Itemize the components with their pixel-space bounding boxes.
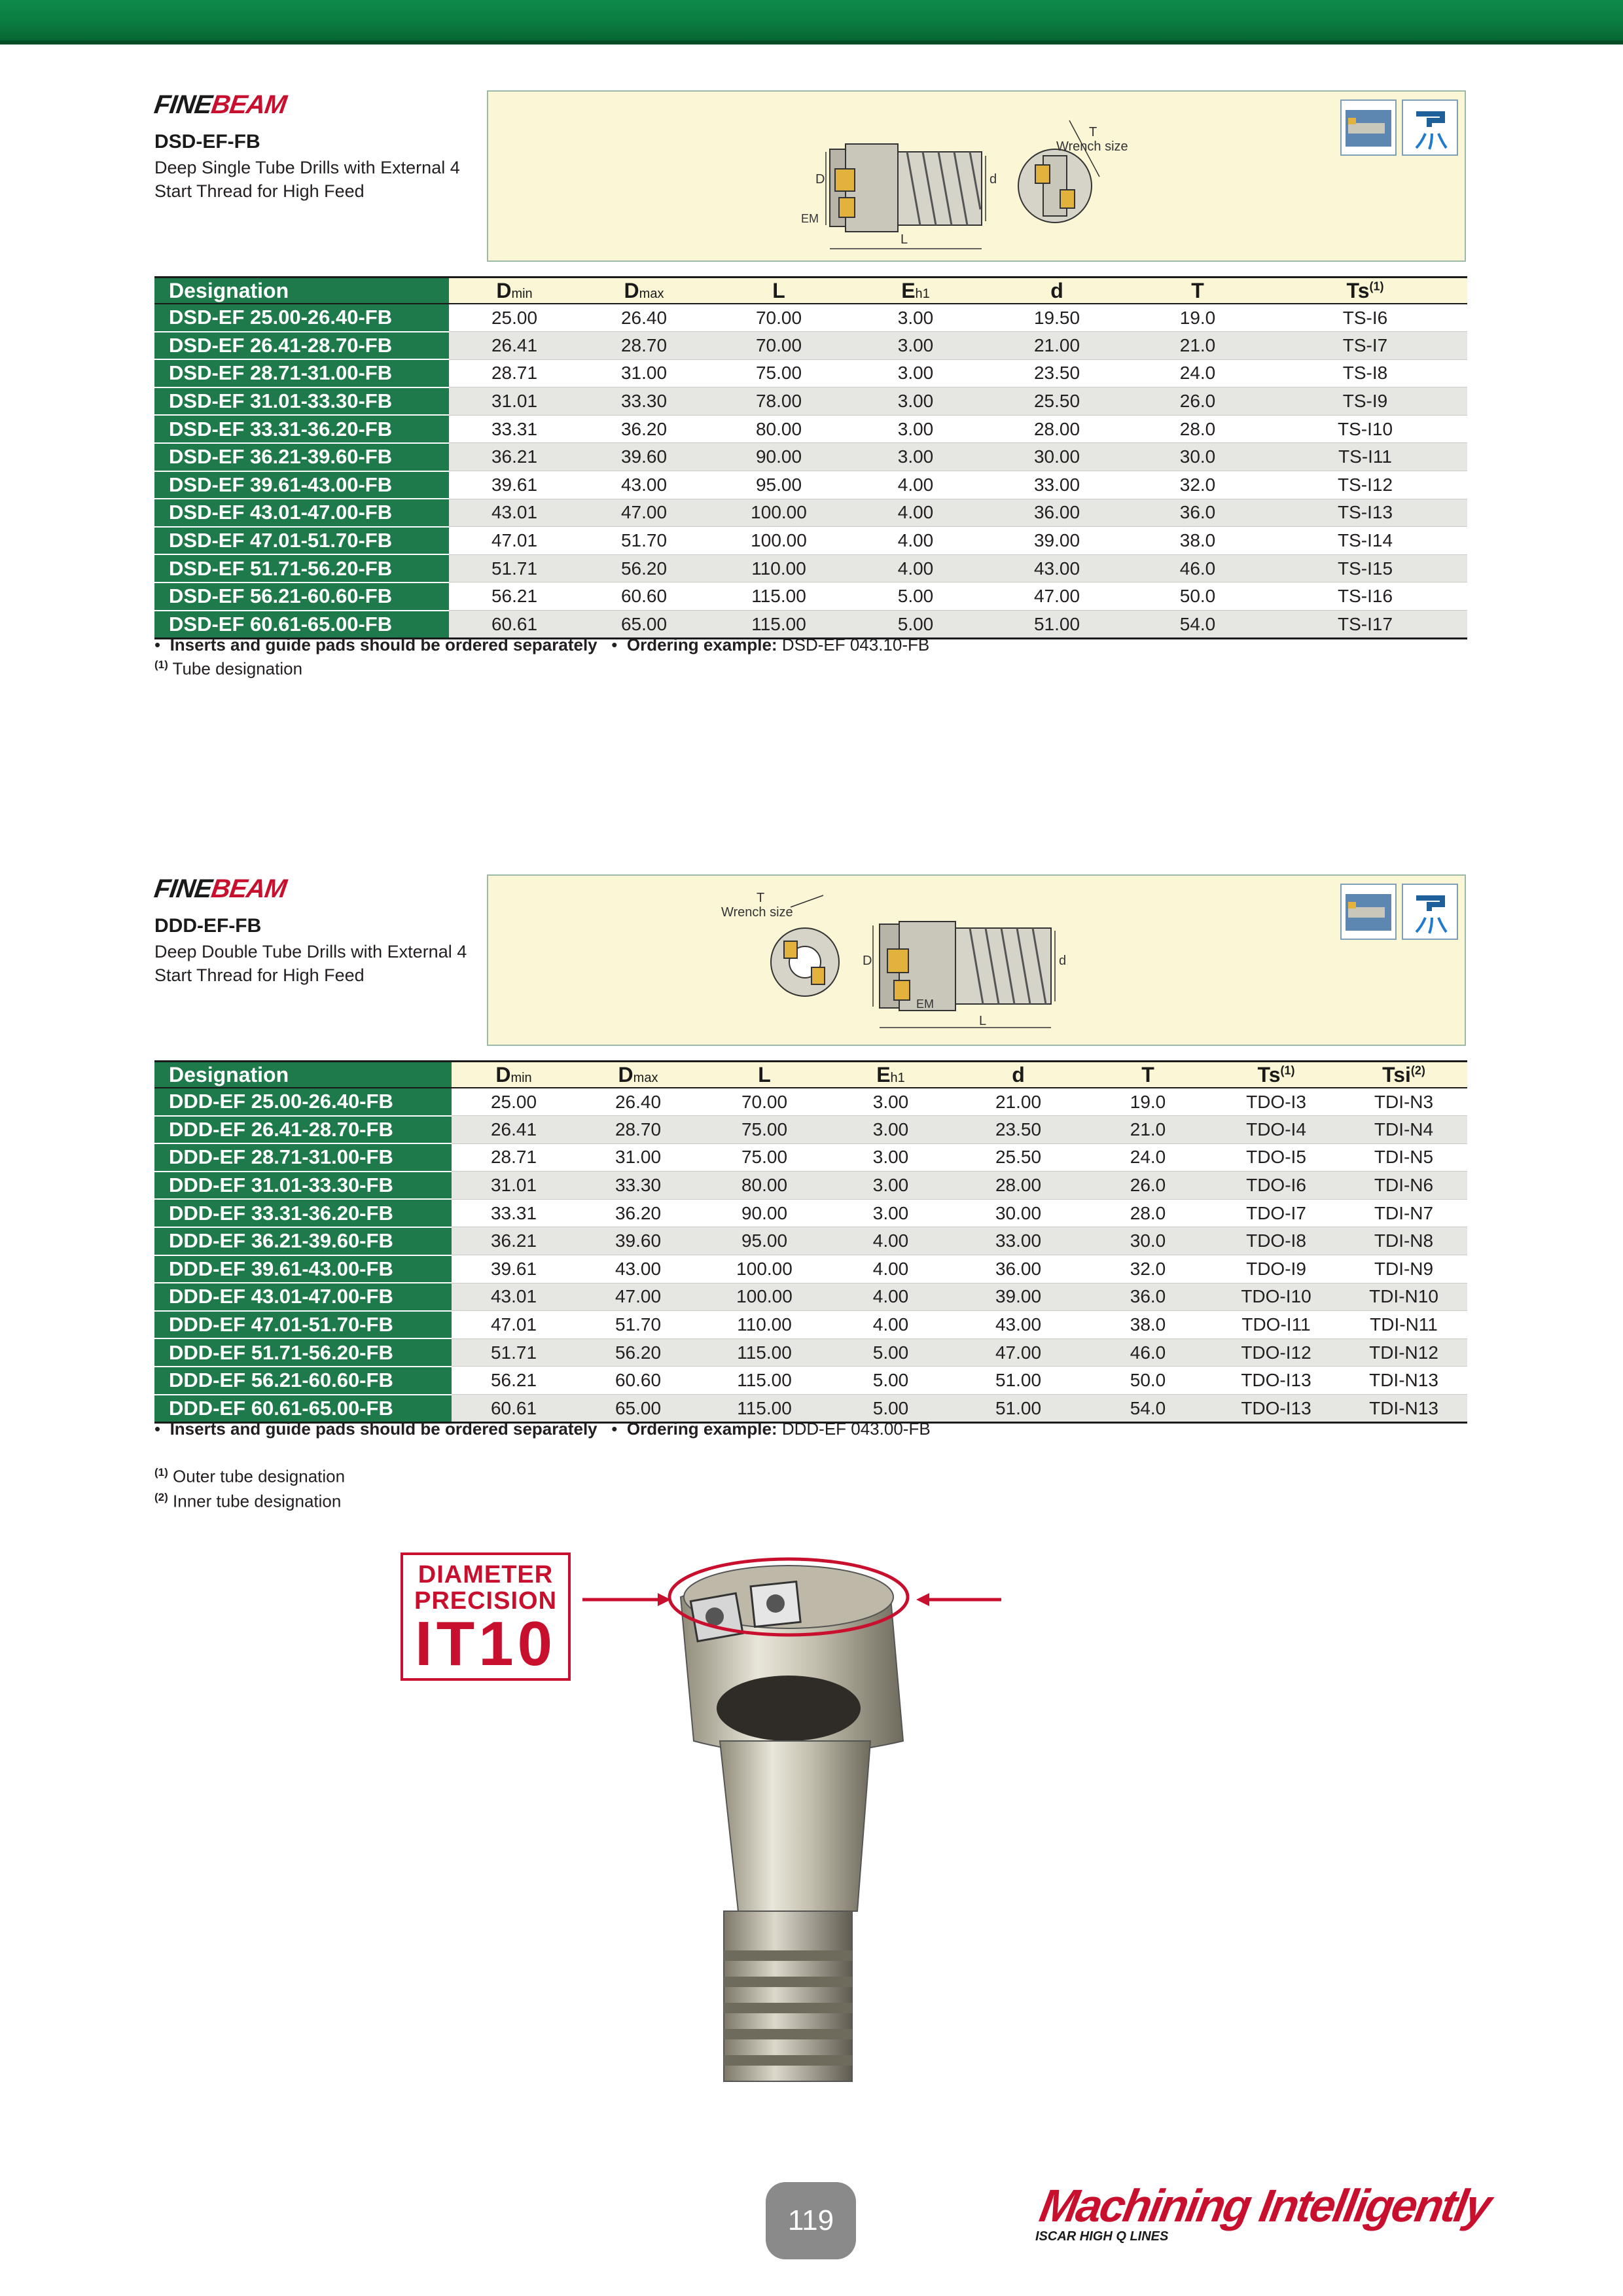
value-cell: 39.60	[576, 1227, 700, 1255]
value-cell: 54.0	[1132, 611, 1263, 639]
top-banner	[0, 0, 1623, 45]
product-photo	[563, 1545, 1060, 2134]
designation-cell: DDD-EF 51.71-56.20-FB	[154, 1338, 452, 1367]
value-cell: 75.00	[700, 1143, 829, 1172]
col-d: d	[982, 278, 1132, 304]
value-cell: 4.00	[849, 554, 982, 583]
table-row	[154, 1143, 1467, 1172]
value-cell: 39.61	[449, 471, 580, 499]
value-cell: 110.00	[708, 554, 849, 583]
table-row	[154, 1199, 1467, 1227]
value-cell: 95.00	[700, 1227, 829, 1255]
value-cell: 51.70	[576, 1311, 700, 1339]
designation-cell: DDD-EF 47.01-51.70-FB	[154, 1311, 452, 1339]
value-cell: 51.70	[580, 527, 708, 555]
svg-text:D: D	[863, 954, 872, 968]
value-cell: 51.00	[982, 611, 1132, 639]
value-cell: 60.60	[576, 1367, 700, 1395]
value-cell: 115.00	[700, 1367, 829, 1395]
designation-cell: DDD-EF 36.21-39.60-FB	[154, 1227, 452, 1255]
value-cell: 3.00	[829, 1088, 953, 1116]
value-cell: TS-I6	[1263, 304, 1467, 332]
value-cell: 46.0	[1084, 1338, 1212, 1367]
value-cell: 43.00	[580, 471, 708, 499]
value-cell: 78.00	[708, 387, 849, 416]
designation-cell: DSD-EF 51.71-56.20-FB	[154, 554, 449, 583]
page-number: 119	[766, 2182, 856, 2259]
value-cell: 36.20	[580, 415, 708, 443]
value-cell: 3.00	[849, 304, 982, 332]
svg-text:T: T	[1089, 125, 1097, 139]
value-cell: 110.00	[700, 1311, 829, 1339]
tagline: Machining Intelligently	[1036, 2180, 1494, 2231]
value-cell: 36.0	[1132, 499, 1263, 527]
value-cell: TDO-I3	[1212, 1088, 1340, 1116]
table-row	[154, 499, 1467, 527]
svg-text:D: D	[815, 172, 825, 187]
single-tube-section	[154, 90, 1467, 679]
ordering-note: • Inserts and guide pads should be ordered separately • Ordering example: DDD-EF 043.00-FB	[154, 1419, 931, 1439]
designation-cell: DSD-EF 43.01-47.00-FB	[154, 499, 449, 527]
value-cell: 19.0	[1084, 1088, 1212, 1116]
value-cell: TDI-N3	[1340, 1088, 1467, 1116]
diameter-precision-badge: DIAMETER PRECISION IT10	[401, 1552, 571, 1681]
value-cell: 56.21	[449, 583, 580, 611]
value-cell: TDO-I12	[1212, 1338, 1340, 1367]
value-cell: 100.00	[700, 1255, 829, 1283]
value-cell: TS-I8	[1263, 359, 1467, 387]
value-cell: 56.20	[580, 554, 708, 583]
value-cell: 43.00	[953, 1311, 1084, 1339]
tool-diagram	[487, 90, 1466, 262]
value-cell: TS-I16	[1263, 583, 1467, 611]
designation-cell: DDD-EF 39.61-43.00-FB	[154, 1255, 452, 1283]
value-cell: 51.00	[953, 1395, 1084, 1423]
table-header	[154, 278, 1467, 304]
value-cell: 54.0	[1084, 1395, 1212, 1423]
value-cell: 26.41	[449, 332, 580, 360]
value-cell: 90.00	[708, 443, 849, 471]
footnote-2: $^{(2)}$ Inner tube designation	[154, 1491, 342, 1511]
value-cell: 30.00	[953, 1199, 1084, 1227]
value-cell: 26.40	[576, 1088, 700, 1116]
value-cell: 50.0	[1084, 1367, 1212, 1395]
value-cell: TDO-I5	[1212, 1143, 1340, 1172]
value-cell: 4.00	[829, 1283, 953, 1311]
value-cell: 51.00	[953, 1367, 1084, 1395]
value-cell: 28.70	[576, 1116, 700, 1144]
value-cell: 115.00	[708, 611, 849, 639]
value-cell: 21.0	[1132, 332, 1263, 360]
table-row	[154, 1255, 1467, 1283]
value-cell: 28.00	[982, 415, 1132, 443]
value-cell: 47.00	[580, 499, 708, 527]
footnote-1: $^{(1)}$ Outer tube designation	[154, 1466, 346, 1486]
value-cell: 4.00	[829, 1311, 953, 1339]
value-cell: 47.01	[452, 1311, 576, 1339]
value-cell: 32.0	[1132, 471, 1263, 499]
designation-cell: DSD-EF 56.21-60.60-FB	[154, 583, 449, 611]
col-ts: Ts$^{(1)}$	[1212, 1062, 1340, 1088]
value-cell: 19.0	[1132, 304, 1263, 332]
value-cell: 70.00	[700, 1088, 829, 1116]
value-cell: TDI-N4	[1340, 1116, 1467, 1144]
value-cell: TDO-I13	[1212, 1395, 1340, 1423]
value-cell: TS-I11	[1263, 443, 1467, 471]
value-cell: 3.00	[829, 1143, 953, 1172]
single-tube-table	[154, 276, 1467, 639]
value-cell: 28.0	[1084, 1199, 1212, 1227]
designation-cell: DSD-EF 28.71-31.00-FB	[154, 359, 449, 387]
designation-cell: DSD-EF 39.61-43.00-FB	[154, 471, 449, 499]
value-cell: 4.00	[849, 527, 982, 555]
cooling-internal-icon	[1340, 99, 1397, 156]
value-cell: 25.00	[449, 304, 580, 332]
table-row	[154, 1338, 1467, 1367]
col-l: L	[708, 278, 849, 304]
value-cell: 25.50	[982, 387, 1132, 416]
value-cell: 30.00	[982, 443, 1132, 471]
value-cell: 36.00	[953, 1255, 1084, 1283]
designation-cell: DDD-EF 25.00-26.40-FB	[154, 1088, 452, 1116]
value-cell: 56.20	[576, 1338, 700, 1367]
col-designation: Designation	[154, 278, 449, 304]
value-cell: 26.41	[452, 1116, 576, 1144]
value-cell: 65.00	[580, 611, 708, 639]
value-cell: 39.00	[982, 527, 1132, 555]
drill-drawing	[488, 876, 1467, 1047]
svg-text:Wrench size: Wrench size	[1056, 139, 1128, 154]
table-row	[154, 415, 1467, 443]
value-cell: 3.00	[829, 1116, 953, 1144]
value-cell: 39.61	[452, 1255, 576, 1283]
value-cell: 33.00	[982, 471, 1132, 499]
value-cell: 4.00	[849, 499, 982, 527]
value-cell: 115.00	[708, 583, 849, 611]
svg-text:L: L	[901, 232, 908, 247]
col-eh: Eh1	[849, 278, 982, 304]
value-cell: 31.01	[449, 387, 580, 416]
value-cell: 28.71	[452, 1143, 576, 1172]
value-cell: TDO-I13	[1212, 1367, 1340, 1395]
value-cell: 46.0	[1132, 554, 1263, 583]
value-cell: TDO-I10	[1212, 1283, 1340, 1311]
table-row	[154, 471, 1467, 499]
value-cell: 5.00	[829, 1367, 953, 1395]
value-cell: 70.00	[708, 332, 849, 360]
value-cell: 115.00	[700, 1338, 829, 1367]
svg-text:EM: EM	[801, 212, 819, 225]
col-t: T	[1132, 278, 1263, 304]
col-t: T	[1084, 1062, 1212, 1088]
value-cell: 56.21	[452, 1367, 576, 1395]
value-cell: 28.70	[580, 332, 708, 360]
value-cell: 21.00	[953, 1088, 1084, 1116]
value-cell: 3.00	[849, 332, 982, 360]
value-cell: 28.0	[1132, 415, 1263, 443]
value-cell: 33.30	[576, 1172, 700, 1200]
value-cell: 24.0	[1084, 1143, 1212, 1172]
value-cell: 23.50	[982, 359, 1132, 387]
svg-text:T: T	[757, 891, 765, 905]
designation-cell: DDD-EF 28.71-31.00-FB	[154, 1143, 452, 1172]
value-cell: TS-I12	[1263, 471, 1467, 499]
value-cell: 26.0	[1084, 1172, 1212, 1200]
coolant-tap-icon	[1402, 99, 1458, 156]
value-cell: 31.00	[580, 359, 708, 387]
value-cell: 47.00	[982, 583, 1132, 611]
table-row	[154, 527, 1467, 555]
table-row	[154, 1283, 1467, 1311]
value-cell: 26.40	[580, 304, 708, 332]
table-row	[154, 1116, 1467, 1144]
value-cell: 3.00	[829, 1172, 953, 1200]
value-cell: 50.0	[1132, 583, 1263, 611]
designation-cell: DDD-EF 26.41-28.70-FB	[154, 1116, 452, 1144]
value-cell: 30.0	[1132, 443, 1263, 471]
designation-cell: DSD-EF 33.31-36.20-FB	[154, 415, 449, 443]
footnote-1: $^{(1)}$ Tube designation	[154, 658, 303, 679]
value-cell: 36.21	[452, 1227, 576, 1255]
col-eh: Eh1	[829, 1062, 953, 1088]
value-cell: 75.00	[708, 359, 849, 387]
value-cell: 115.00	[700, 1395, 829, 1423]
product-description: Deep Single Tube Drills with External 4 Start Thread for High Feed	[154, 158, 460, 201]
value-cell: 4.00	[829, 1227, 953, 1255]
designation-cell: DDD-EF 43.01-47.00-FB	[154, 1283, 452, 1311]
ordering-note: • Inserts and guide pads should be ordered separately • Ordering example: DSD-EF 043.10-FB	[154, 635, 930, 655]
value-cell: 5.00	[849, 611, 982, 639]
value-cell: 3.00	[849, 359, 982, 387]
sub-tagline: ISCAR HIGH Q LINES	[1035, 2229, 1169, 2244]
value-cell: 23.50	[953, 1116, 1084, 1144]
value-cell: 31.01	[452, 1172, 576, 1200]
value-cell: 19.50	[982, 304, 1132, 332]
col-dmin: Dmin	[452, 1062, 576, 1088]
value-cell: 31.00	[576, 1143, 700, 1172]
value-cell: TDO-I4	[1212, 1116, 1340, 1144]
finebeam-logo: FINEBEAM	[152, 874, 289, 903]
value-cell: TDO-I8	[1212, 1227, 1340, 1255]
value-cell: TDI-N6	[1340, 1172, 1467, 1200]
svg-text:Wrench size: Wrench size	[721, 905, 793, 920]
value-cell: 26.0	[1132, 387, 1263, 416]
value-cell: TDI-N11	[1340, 1311, 1467, 1339]
value-cell: 39.00	[953, 1283, 1084, 1311]
designation-cell: DSD-EF 60.61-65.00-FB	[154, 611, 449, 639]
value-cell: 36.00	[982, 499, 1132, 527]
value-cell: 51.71	[449, 554, 580, 583]
value-cell: 30.0	[1084, 1227, 1212, 1255]
designation-cell: DSD-EF 47.01-51.70-FB	[154, 527, 449, 555]
value-cell: TDI-N13	[1340, 1367, 1467, 1395]
value-cell: 43.01	[452, 1283, 576, 1311]
value-cell: TS-I10	[1263, 415, 1467, 443]
value-cell: TS-I15	[1263, 554, 1467, 583]
value-cell: 75.00	[700, 1116, 829, 1144]
value-cell: 25.00	[452, 1088, 576, 1116]
value-cell: TS-I7	[1263, 332, 1467, 360]
value-cell: 70.00	[708, 304, 849, 332]
table-row	[154, 1367, 1467, 1395]
table-row	[154, 387, 1467, 416]
value-cell: 47.00	[576, 1283, 700, 1311]
designation-cell: DSD-EF 36.21-39.60-FB	[154, 443, 449, 471]
value-cell: 39.60	[580, 443, 708, 471]
coolant-tap-icon	[1402, 884, 1458, 940]
designation-cell: DDD-EF 33.31-36.20-FB	[154, 1199, 452, 1227]
value-cell: 65.00	[576, 1395, 700, 1423]
value-cell: 43.01	[449, 499, 580, 527]
value-cell: 60.61	[452, 1395, 576, 1423]
col-ts: Ts$^{(1)}$	[1263, 278, 1467, 304]
value-cell: TDI-N8	[1340, 1227, 1467, 1255]
table-row	[154, 1311, 1467, 1339]
value-cell: 95.00	[708, 471, 849, 499]
svg-text:d: d	[990, 172, 997, 187]
designation-cell: DDD-EF 56.21-60.60-FB	[154, 1367, 452, 1395]
value-cell: 38.0	[1084, 1311, 1212, 1339]
value-cell: TS-I13	[1263, 499, 1467, 527]
double-tube-table	[154, 1060, 1467, 1424]
product-code: DDD-EF-FB	[154, 915, 262, 937]
svg-text:EM: EM	[916, 997, 934, 1011]
drill-drawing	[488, 92, 1467, 263]
value-cell: 60.61	[449, 611, 580, 639]
value-cell: 3.00	[849, 415, 982, 443]
value-cell: 60.60	[580, 583, 708, 611]
value-cell: 36.20	[576, 1199, 700, 1227]
value-cell: TDI-N9	[1340, 1255, 1467, 1283]
value-cell: 38.0	[1132, 527, 1263, 555]
table-row	[154, 1227, 1467, 1255]
col-tsi: Tsi$^{(2)}$	[1340, 1062, 1467, 1088]
value-cell: TS-I14	[1263, 527, 1467, 555]
value-cell: 47.01	[449, 527, 580, 555]
designation-cell: DDD-EF 31.01-33.30-FB	[154, 1172, 452, 1200]
value-cell: 25.50	[953, 1143, 1084, 1172]
value-cell: 5.00	[849, 583, 982, 611]
product-description: Deep Double Tube Drills with External 4 Start Thread for High Feed	[154, 942, 467, 985]
value-cell: 28.00	[953, 1172, 1084, 1200]
value-cell: 51.71	[452, 1338, 576, 1367]
table-row	[154, 583, 1467, 611]
value-cell: 4.00	[849, 471, 982, 499]
value-cell: 3.00	[829, 1199, 953, 1227]
cooling-internal-icon	[1340, 884, 1397, 940]
value-cell: 36.0	[1084, 1283, 1212, 1311]
designation-cell: DSD-EF 25.00-26.40-FB	[154, 304, 449, 332]
value-cell: 3.00	[849, 443, 982, 471]
table-row	[154, 1088, 1467, 1116]
tool-diagram	[487, 874, 1466, 1046]
value-cell: 43.00	[982, 554, 1132, 583]
value-cell: 100.00	[708, 527, 849, 555]
value-cell: 21.0	[1084, 1116, 1212, 1144]
value-cell: 5.00	[829, 1338, 953, 1367]
value-cell: 33.00	[953, 1227, 1084, 1255]
value-cell: 21.00	[982, 332, 1132, 360]
value-cell: 3.00	[849, 387, 982, 416]
table-row	[154, 332, 1467, 360]
col-dmax: Dmax	[580, 278, 708, 304]
table-row	[154, 304, 1467, 332]
value-cell: 36.21	[449, 443, 580, 471]
table-row	[154, 443, 1467, 471]
value-cell: 24.0	[1132, 359, 1263, 387]
value-cell: 33.30	[580, 387, 708, 416]
value-cell: 100.00	[708, 499, 849, 527]
value-cell: TDO-I7	[1212, 1199, 1340, 1227]
value-cell: 43.00	[576, 1255, 700, 1283]
col-designation: Designation	[154, 1062, 452, 1088]
svg-text:d: d	[1059, 954, 1067, 968]
product-code: DSD-EF-FB	[154, 131, 260, 152]
table-header	[154, 1062, 1467, 1088]
value-cell: 80.00	[708, 415, 849, 443]
value-cell: TDI-N13	[1340, 1395, 1467, 1423]
value-cell: 80.00	[700, 1172, 829, 1200]
value-cell: TDO-I9	[1212, 1255, 1340, 1283]
value-cell: 32.0	[1084, 1255, 1212, 1283]
designation-cell: DSD-EF 31.01-33.30-FB	[154, 387, 449, 416]
value-cell: TS-I17	[1263, 611, 1467, 639]
value-cell: 28.71	[449, 359, 580, 387]
table-row	[154, 554, 1467, 583]
value-cell: TDO-I6	[1212, 1172, 1340, 1200]
svg-text:L: L	[979, 1014, 987, 1028]
value-cell: TDI-N12	[1340, 1338, 1467, 1367]
value-cell: 33.31	[452, 1199, 576, 1227]
table-row	[154, 1172, 1467, 1200]
double-tube-section	[154, 874, 1467, 1516]
value-cell: TDI-N5	[1340, 1143, 1467, 1172]
finebeam-logo: FINEBEAM	[152, 90, 289, 119]
col-dmax: Dmax	[576, 1062, 700, 1088]
value-cell: TDI-N10	[1340, 1283, 1467, 1311]
col-dmin: Dmin	[449, 278, 580, 304]
table-row	[154, 359, 1467, 387]
designation-cell: DSD-EF 26.41-28.70-FB	[154, 332, 449, 360]
value-cell: TDI-N7	[1340, 1199, 1467, 1227]
value-cell: 90.00	[700, 1199, 829, 1227]
col-l: L	[700, 1062, 829, 1088]
designation-cell: DDD-EF 60.61-65.00-FB	[154, 1395, 452, 1423]
value-cell: TDO-I11	[1212, 1311, 1340, 1339]
col-d: d	[953, 1062, 1084, 1088]
value-cell: 47.00	[953, 1338, 1084, 1367]
value-cell: 100.00	[700, 1283, 829, 1311]
value-cell: 5.00	[829, 1395, 953, 1423]
value-cell: 33.31	[449, 415, 580, 443]
value-cell: 4.00	[829, 1255, 953, 1283]
value-cell: TS-I9	[1263, 387, 1467, 416]
